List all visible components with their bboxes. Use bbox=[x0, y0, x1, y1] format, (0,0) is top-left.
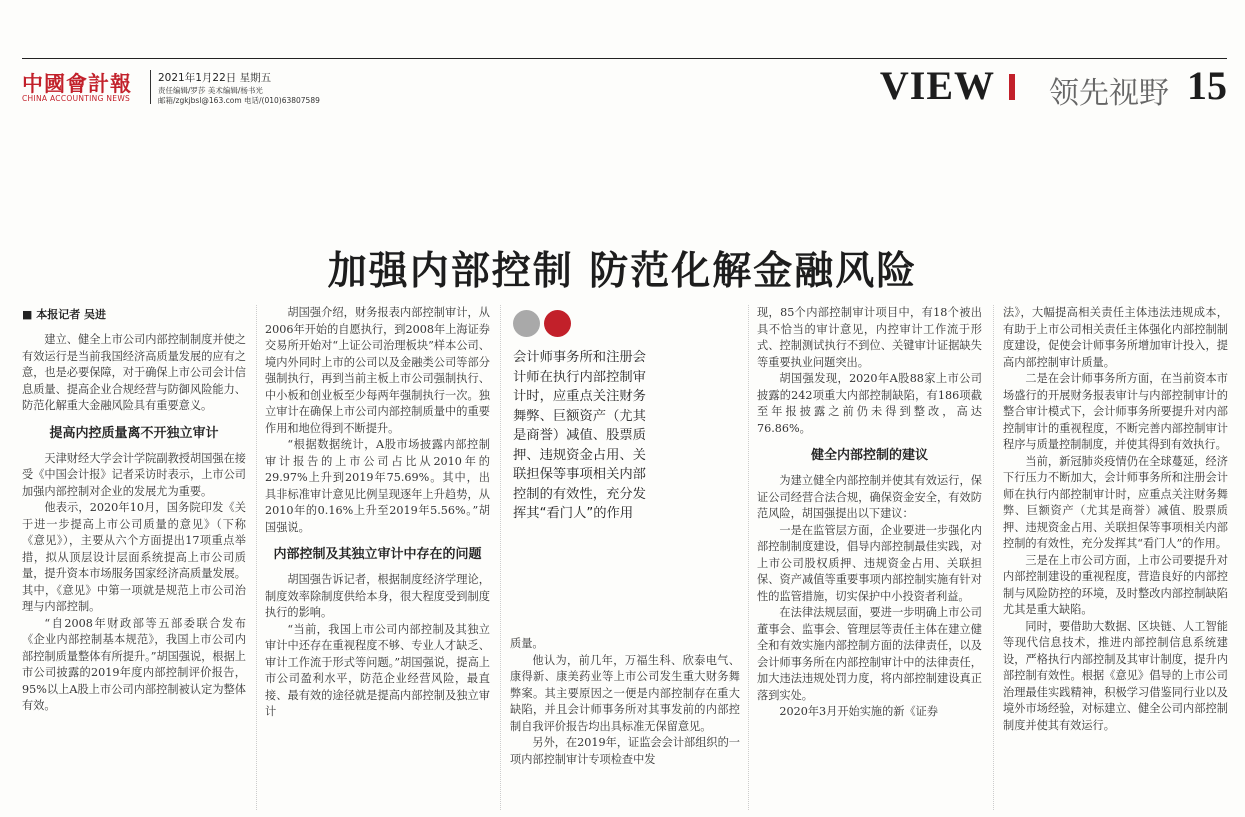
newspaper-logo: 中國會計報 bbox=[22, 71, 132, 96]
issue-date: 2021年1月22日 星期五 bbox=[158, 72, 272, 84]
paragraph: 胡国强发现，2020年A股88家上市公司披露的242项重大内部控制缺陷，有186项截至年报披露之前仍未得到整改，高达76.86%。 bbox=[757, 372, 982, 435]
article-column-5 bbox=[1003, 305, 1228, 815]
section-red-bar bbox=[1009, 74, 1015, 100]
paragraph: 为建立健全内部控制并使其有效运行，保证公司经营合法合规，确保资金安全，有效防范风险，胡国强提出以下建议： bbox=[757, 474, 982, 520]
paragraph: 他表示，2020年10月，国务院印发《关于进一步提高上市公司质量的意见》（下称《意见》），主要从六个方面提出17项重点举措，拟从顶层设计层面系统提高上市公司质量，提升资本市场服务国家经济高质量发展。其中，《意见》中第一项就是规范上市公司治理与内部控制。 bbox=[22, 501, 246, 613]
article-column-2 bbox=[265, 305, 490, 718]
quote-decoration bbox=[513, 310, 583, 340]
newspaper-logo-english: CHINA ACCOUNTING NEWS bbox=[22, 94, 131, 103]
paragraph: 三是在上市公司方面，上市公司要提升对内部控制建设的重视程度，营造良好的内部控制与风险防控的环境，及时整改内部控制缺陷尤其是重大缺陷。 bbox=[1003, 553, 1228, 616]
paragraph: “自2008年财政部等五部委联合发布《企业内部控制基本规范》，我国上市公司内部控制质量整体有所提升。”胡国强说，根据上市公司披露的2019年度内部控制评价报告，95%以上A股上市公司内部控制被认定为整体有效。 bbox=[22, 616, 246, 712]
paragraph: 在法律法规层面，要进一步明确上市公司董事会、监事会、管理层等责任主体在建立健全和有效实施内部控制方面的法律责任，以及会计师事务所在内部控制审计中的法律责任，加大违法违规处罚力度，将内部控制建设真正落到实处。 bbox=[757, 606, 982, 702]
page-number: 15 bbox=[1187, 63, 1227, 108]
paragraph: “当前，我国上市公司内部控制及其独立审计中还存在重视程度不够、专业人才缺乏、审计工作流于形式等问题。”胡国强说，提高上市公司盈利水平，防范企业经营风险，最直接、最有效的途径就是提高内部控制及独立审计 bbox=[265, 622, 490, 718]
paragraph: “根据数据统计，A股市场披露内部控制审计报告的上市公司占比从2010年的29.97%上升到2019年75.69%。其中，出具非标准审计意见比例呈现逐年上升趋势，从2010年的0.16%上升至2019年5.56%。”胡国强说。 bbox=[265, 438, 490, 534]
paragraph: 胡国强告诉记者，根据制度经济学理论，制度效率除制度供给本身，很大程度受到制度执行的影响。 bbox=[265, 573, 490, 619]
subheading: 健全内部控制的建议 bbox=[810, 448, 928, 463]
column-divider bbox=[500, 305, 501, 810]
red-circle-icon bbox=[544, 310, 571, 337]
paragraph: 天津财经大学会计学院副教授胡国强在接受《中国会计报》记者采访时表示，上市公司加强内部控制对企业的发展尤为重要。 bbox=[22, 451, 246, 498]
paragraph: 胡国强介绍，财务报表内部控制审计，从2006年开始的自愿执行，到2008年上海证券交易所开始对“上证公司治理板块”样本公司、境内外同时上市的公司以及金融类公司等部分强制执行，再到当前主板上市公司强制执行、中小板和创业板至少每两年强制执行一次。独立审计在确保上市公司内部控制质量中的重要作用和地位得到不断提升。 bbox=[265, 306, 490, 435]
masthead bbox=[22, 63, 1227, 111]
column-divider bbox=[256, 305, 257, 810]
paragraph: 当前，新冠肺炎疫情仍在全球蔓延，经济下行压力不断加大，会计师事务所和注册会计师在执行内部控制审计时，应重点关注财务舞弊、巨额资产（尤其是商誉）减值、股票质押、违规资金占用、关联担保等事项相关内部控制的有效性，充分发挥其“看门人”的作用。 bbox=[1003, 454, 1228, 550]
contact-info: 邮箱/zgkjbsl@163.com 电话/(010)63807589 bbox=[158, 96, 320, 105]
subheading: 提高内控质量离不开独立审计 bbox=[49, 425, 219, 441]
article-column-1 bbox=[22, 332, 246, 812]
paragraph: 建立、健全上市公司内部控制制度并使之有效运行是当前我国经济高质量发展的应有之意，也是必要保障，对于确保上市公司会计信息质量、提高企业合规经营与防御风险能力、防范化解重大金融风险具有重要意义。 bbox=[22, 333, 246, 412]
paragraph: 现，85个内部控制审计项目中，有18个被出具不恰当的审计意见，内控审计工作流于形式、控制测试执行不到位、关键审计证据缺失等重要执业问题突出。 bbox=[757, 306, 982, 369]
paragraph: 法》，大幅提高相关责任主体违法违规成本，有助于上市公司相关责任主体强化内部控制制度建设，促使会计师事务所增加审计投入，提高内部控制审计质量。 bbox=[1003, 306, 1228, 369]
article-column-3 bbox=[510, 636, 740, 796]
paragraph: 同时，要借助大数据、区块链、人工智能等现代信息技术，推进内部控制信息系统建设，严格执行内部控制及其审计制度，提升内部控制有效性。根据《意见》倡导的上市公司治理最佳实践精神，积极学习借鉴同行业以及境外市场经验，对标建立、健全公司内部控制制度并使其有效运行。 bbox=[1003, 619, 1228, 732]
article-headline: 加强内部控制 防范化解金融风险 bbox=[327, 248, 918, 295]
editors-credit: 责任编辑/罗莎 美术编辑/杨书光 bbox=[158, 86, 263, 95]
article-column-4 bbox=[757, 305, 982, 815]
paragraph: 质量。 bbox=[510, 637, 544, 650]
pull-quote: 会计师事务所和注册会计师在执行内部控制审计时，应重点关注财务舞弊、巨额资产（尤其是商誉）减值、股票质押、违规资金占用、关联担保等事项相关内部控制的有效性，充分发挥其“看门人”的作用 bbox=[513, 350, 646, 521]
column-divider bbox=[748, 305, 749, 810]
section-view-label: VIEW bbox=[879, 63, 995, 108]
paragraph: 2020年3月开始实施的新《证券 bbox=[779, 705, 939, 718]
paragraph: 一是在监管层方面，企业要进一步强化内部控制制度建设，倡导内部控制最佳实践，对上市公司股权质押、违规资金占用、关联担保、资产减值等重要事项内部控制实施有针对性的监管措施，切实保护中小投资者利益。 bbox=[757, 523, 982, 603]
masthead-divider bbox=[150, 70, 151, 104]
subheading: 内部控制及其独立审计中存在的问题 bbox=[273, 547, 482, 562]
grey-circle-icon bbox=[513, 310, 540, 337]
section-title: 领先视野 bbox=[1049, 76, 1169, 111]
top-rule bbox=[22, 58, 1227, 59]
column-divider bbox=[993, 305, 994, 810]
paragraph: 二是在会计师事务所方面，在当前资本市场盛行的开展财务报表审计与内部控制审计的整合审计模式下，会计师事务所要提升对内部控制审计的重视程度，不断完善内部控制审计程序与质量控制制度，并使其得到有效执行。 bbox=[1003, 372, 1228, 451]
paragraph: 他认为，前几年，万福生科、欣泰电气、康得新、康美药业等上市公司发生重大财务舞弊案。其主要原因之一便是内部控制存在重大缺陷，并且会计师事务所对其事发前的内部控制自我评价报告均出具标准无保留意见。 bbox=[510, 653, 740, 733]
byline: ■ 本报记者 吴进 bbox=[22, 308, 107, 321]
paragraph: 另外，在2019年，证监会会计部组织的一项内部控制审计专项检查中发 bbox=[510, 736, 740, 766]
